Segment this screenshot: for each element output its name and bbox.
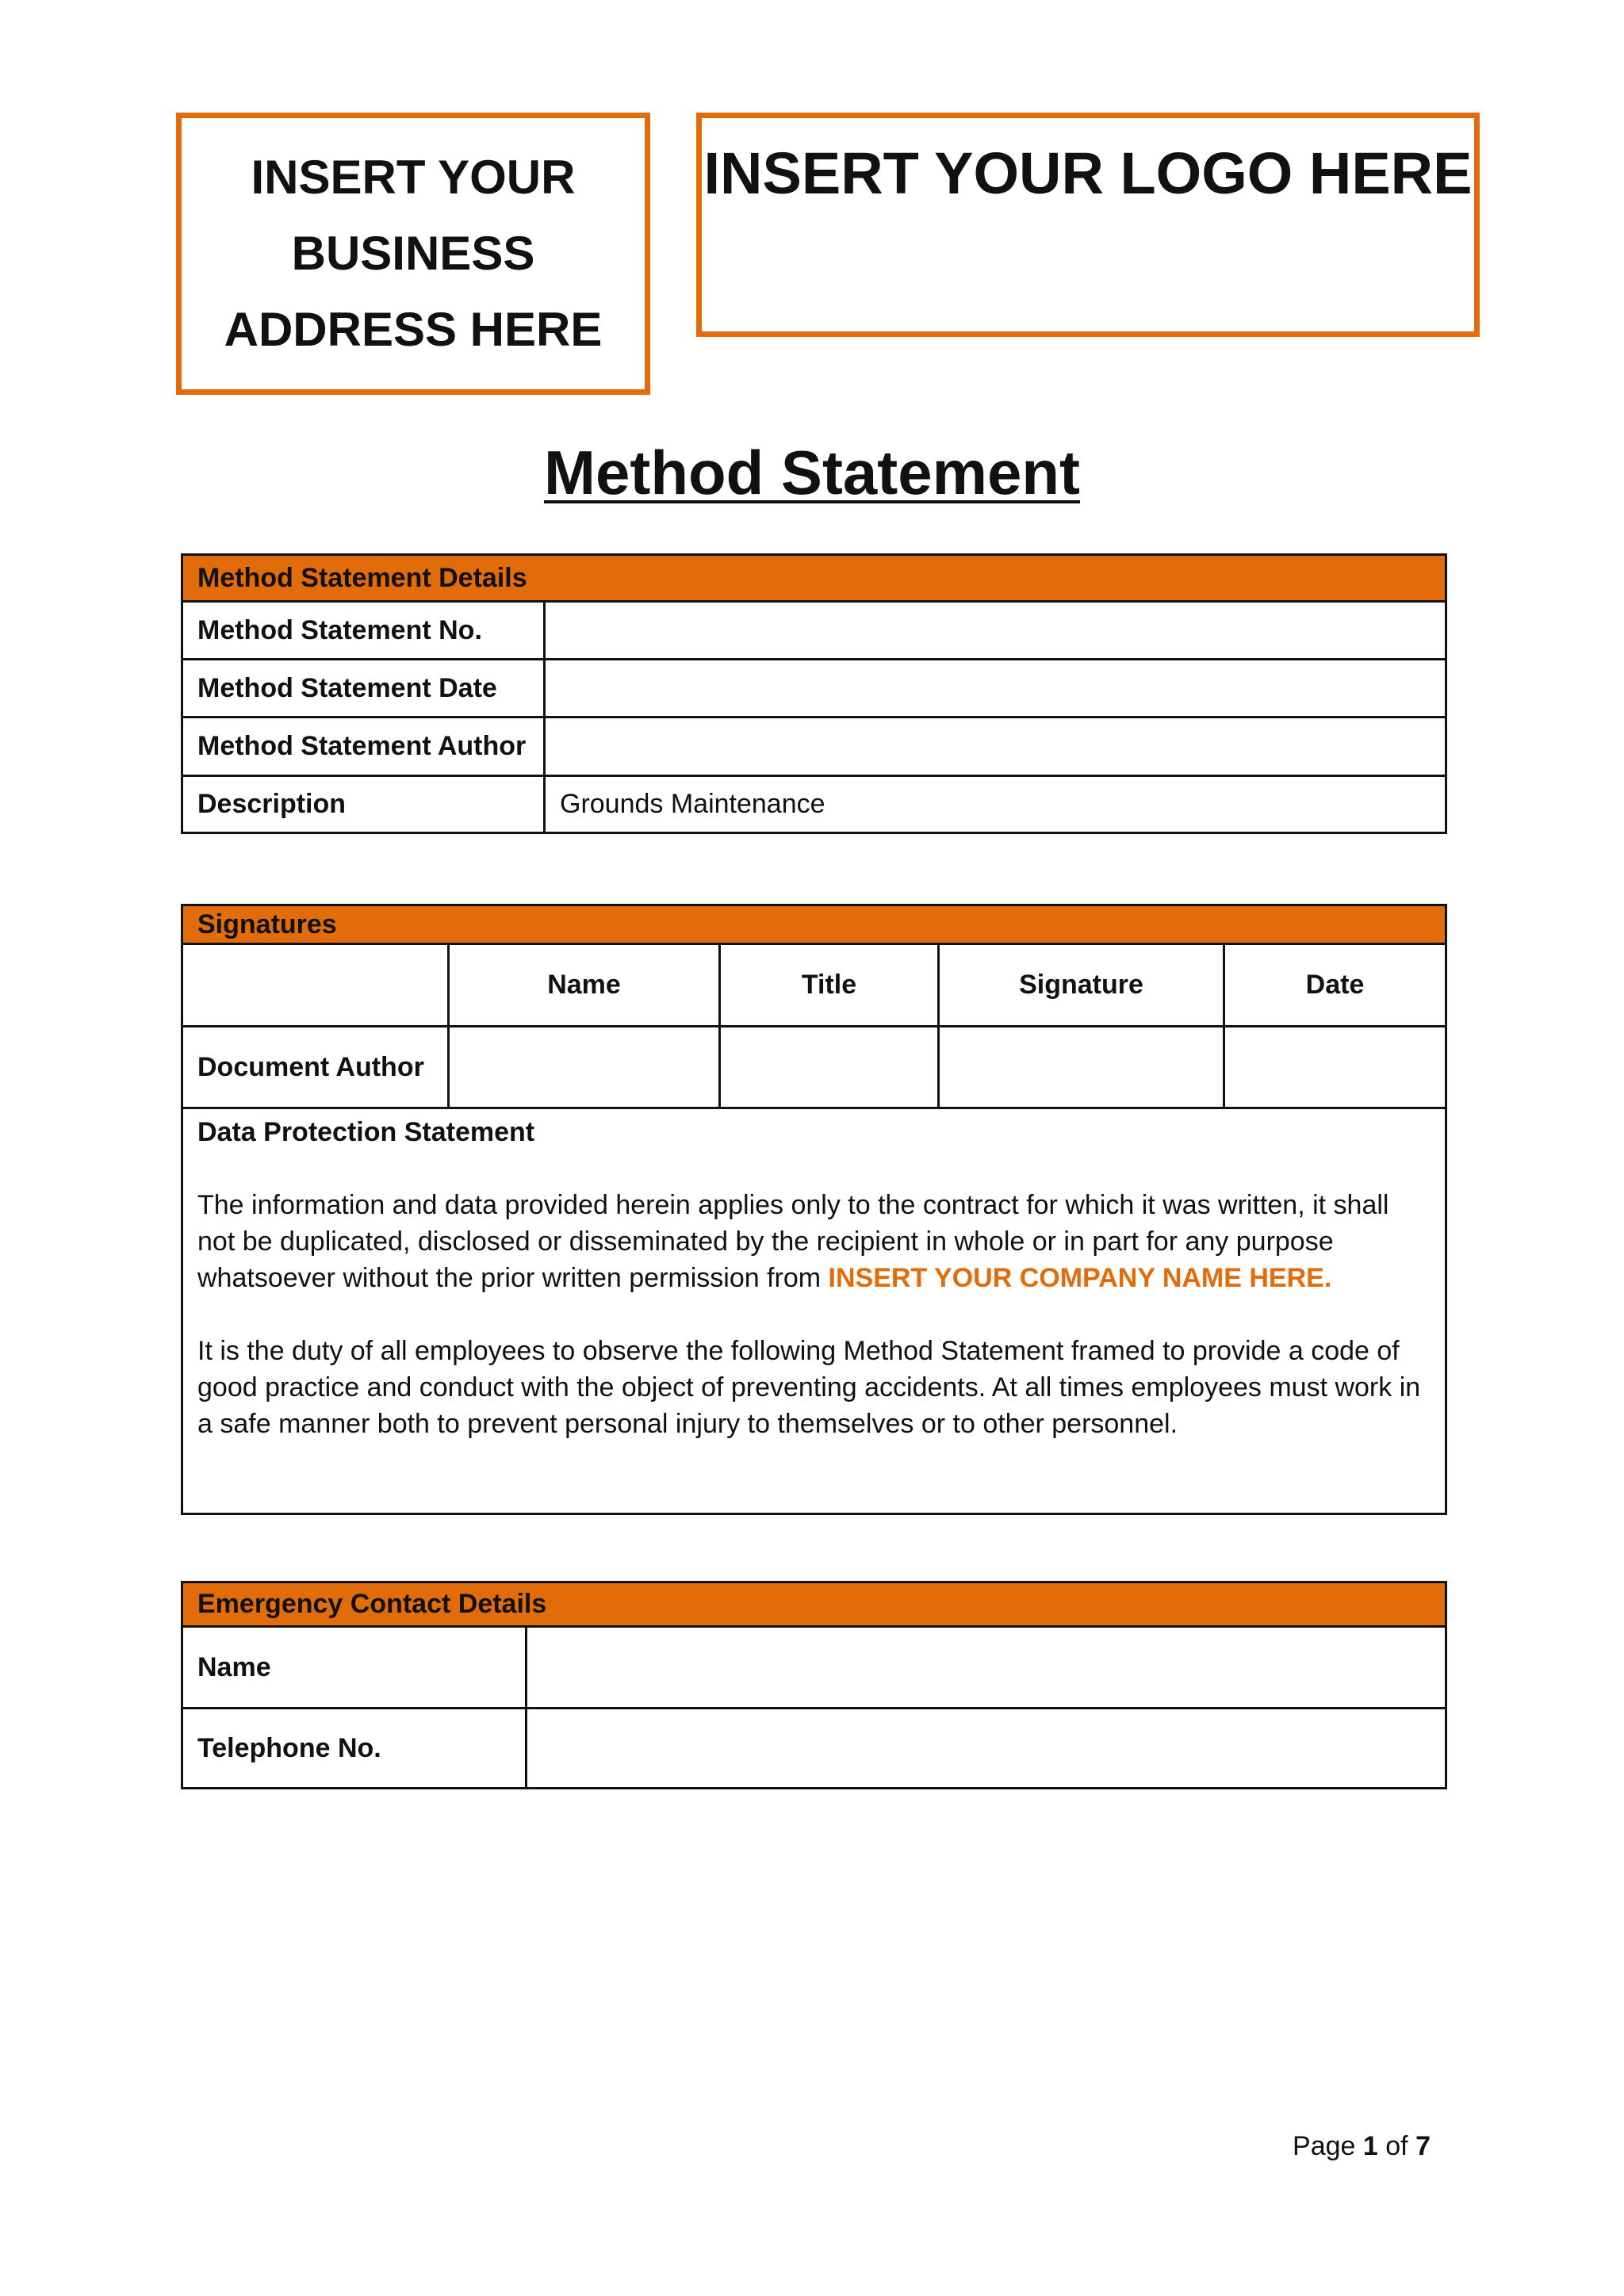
- details-value-description[interactable]: Grounds Maintenance: [545, 776, 1446, 833]
- data-protection-paragraph-1: [197, 1187, 1431, 1296]
- page-total: 7: [1415, 2131, 1431, 2161]
- details-label-date: Method Statement Date: [182, 660, 545, 718]
- signatures-author-title-cell[interactable]: [720, 1027, 939, 1108]
- data-protection-heading: Data Protection Statement: [197, 1117, 535, 1147]
- table-row: [182, 718, 1446, 776]
- emergency-label-name: Name: [182, 1627, 527, 1709]
- details-label-no: Method Statement No.: [182, 602, 545, 660]
- details-label-description: Description: [182, 776, 545, 833]
- emergency-section-heading: Emergency Contact Details: [182, 1582, 1446, 1627]
- table-row: [182, 944, 1446, 1027]
- emergency-value-telephone[interactable]: [527, 1709, 1446, 1789]
- address-line-2: BUSINESS: [291, 227, 535, 280]
- signatures-author-name-cell[interactable]: [449, 1027, 720, 1108]
- details-value-author[interactable]: [545, 718, 1446, 776]
- table-row: [182, 1627, 1446, 1709]
- signatures-column-date: Date: [1224, 944, 1446, 1027]
- emergency-value-name[interactable]: [527, 1627, 1446, 1709]
- table-row: [182, 1108, 1446, 1514]
- details-value-no[interactable]: [545, 602, 1446, 660]
- page-number: [1293, 2128, 1431, 2164]
- business-address-box: [176, 113, 650, 395]
- data-protection-paragraph-1-text: The information and data provided herein applies only to the contract for which it was written, it shall not be duplicated, disclosed or disseminated by the recipient in whole or in part for any purpose whatsoever without the prior written permission from: [197, 1190, 1389, 1293]
- signatures-author-signature-cell[interactable]: [939, 1027, 1224, 1108]
- address-line-3: ADDRESS HERE: [224, 303, 603, 356]
- signatures-row-label-document-author: Document Author: [182, 1027, 449, 1108]
- signatures-column-signature: Signature: [939, 944, 1224, 1027]
- signatures-column-name: Name: [449, 944, 720, 1027]
- signatures-section-heading: Signatures: [182, 905, 1446, 944]
- document-title-text: Method Statement: [543, 438, 1081, 507]
- document-title: [0, 434, 1624, 511]
- emergency-label-telephone: Telephone No.: [182, 1709, 527, 1789]
- logo-placeholder-text: INSERT YOUR LOGO HERE: [703, 140, 1473, 206]
- data-protection-statement: [182, 1108, 1446, 1514]
- signatures-table: [181, 904, 1447, 1515]
- details-value-date[interactable]: [545, 660, 1446, 718]
- company-name-placeholder: INSERT YOUR COMPANY NAME HERE.: [828, 1263, 1332, 1293]
- address-line-1: INSERT YOUR: [251, 151, 576, 204]
- page-current: 1: [1362, 2131, 1378, 2161]
- signatures-column-title: Title: [720, 944, 939, 1027]
- table-row: [182, 776, 1446, 833]
- signatures-empty-header-cell: [182, 944, 449, 1027]
- table-row: [182, 660, 1446, 718]
- details-section-heading: Method Statement Details: [182, 555, 1446, 602]
- table-row: [182, 1709, 1446, 1789]
- method-statement-details-table: [181, 553, 1447, 834]
- signatures-author-date-cell[interactable]: [1224, 1027, 1446, 1108]
- logo-placeholder-box: [696, 113, 1480, 337]
- table-row: [182, 602, 1446, 660]
- page-of: of: [1385, 2131, 1408, 2161]
- details-label-author: Method Statement Author: [182, 718, 545, 776]
- page-prefix: Page: [1293, 2131, 1356, 2161]
- emergency-contact-table: [181, 1581, 1447, 1789]
- data-protection-paragraph-2: It is the duty of all employees to observe the following Method Statement framed to provide a code of good practice and conduct with the object of preventing accidents. At all times employees must work in a safe manner both to prevent personal injury to themselves or to other personnel.: [197, 1336, 1421, 1439]
- table-row: [182, 1027, 1446, 1108]
